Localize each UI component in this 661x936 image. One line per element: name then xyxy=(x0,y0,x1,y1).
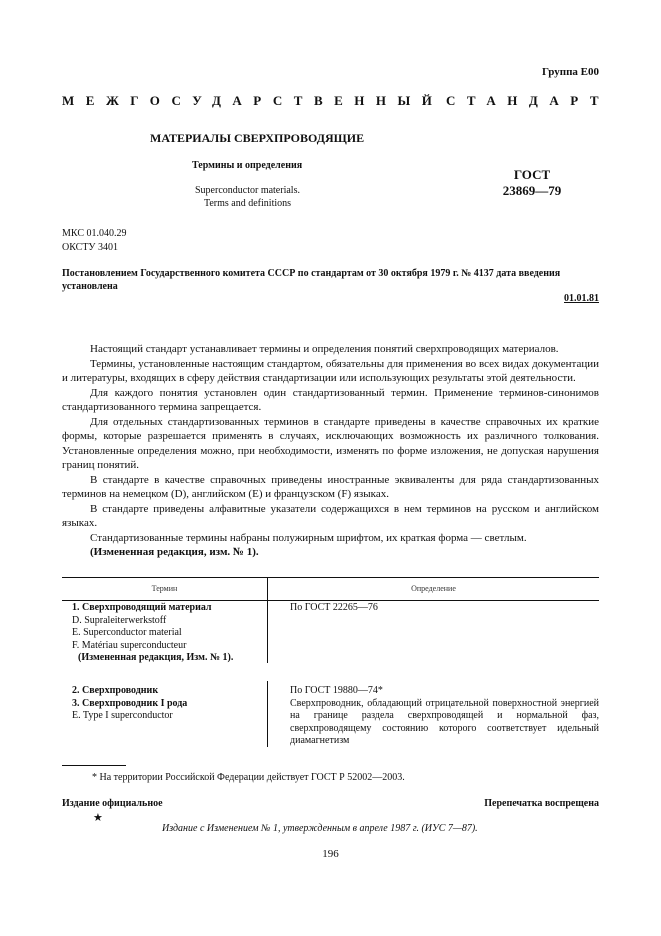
term-3-en: E. Type I superconductor xyxy=(72,710,173,721)
decree-text: Постановлением Государственного комитета СССР по стандартам от 30 октября 1979 г. № 4137 дата введения установлена xyxy=(62,268,561,292)
document-title: МАТЕРИАЛЫ СВЕРХПРОВОДЯЩИЕ xyxy=(150,131,365,145)
paragraph-5: В стандарте в качестве справочных приведены иностранные эквиваленты для ряда стандартизованных терминов на немецком (D), английском (Е) и французском (F) языках. xyxy=(62,473,599,500)
english-title-line1: Superconductor materials. xyxy=(195,185,300,196)
amendment-note: (Измененная редакция, изм. № 1). xyxy=(90,546,259,558)
paragraph-4: Для отдельных стандартизованных терминов в стандарте приведены в качестве справочных их краткие формы, которые разрешается применять в случаях, исключающих возможность их различного толкования. Установленные определения можно, при необходимости, изменять по форме изложения, не допуская нарушения границ понятий. xyxy=(62,415,599,471)
footnote: * На территории Российской Федерации действует ГОСТ Р 52002—2003. xyxy=(92,772,405,783)
header-divider xyxy=(267,577,268,599)
gost-number xyxy=(492,167,572,199)
english-title-line2: Terms and definitions xyxy=(203,198,292,209)
paragraph-7: Стандартизованные термины набраны полужирным шрифтом, их краткая форма — светлым. xyxy=(90,531,527,544)
paragraph-2: Термины, установленные настоящим стандартом, обязательны для применения во всех видах документации и литературы, входящих в сферу действия стандартизации или использующих результаты этой деятельности. xyxy=(62,357,599,384)
column-term: Термин xyxy=(151,584,178,593)
official-edition: Издание официальное xyxy=(62,798,163,809)
banner-left: МЕЖГОСУДАРСТВЕННЫЙ xyxy=(62,93,444,108)
term-1-amendment: (Измененная редакция, Изм. № 1). xyxy=(78,652,234,663)
english-title xyxy=(195,184,300,210)
paragraph-6: В стандарте приведены алфавитные указатели содержащихся в нем терминов на русском и английском языках. xyxy=(62,502,599,529)
definition-3: Сверхпроводник, обладающий отрицательной поверхностной энергией на границе раздела сверхпроводящей и нормальной фаз, сверхпроводящему состоянию которого соответствует идельный диамагнетизм xyxy=(290,697,599,746)
page-number: 196 xyxy=(322,848,339,860)
gost-code: 23869—79 xyxy=(502,183,562,198)
reprint-prohibited: Перепечатка воспрещена xyxy=(484,798,599,809)
term-3: 3. Сверхпроводник I рода xyxy=(72,697,188,709)
table-row-1-definition: По ГОСТ 22265—76 xyxy=(290,602,378,613)
document-subtitle: Термины и определения xyxy=(192,160,303,171)
row1-divider xyxy=(267,599,268,663)
table-row-2-terms xyxy=(72,685,187,723)
term-1-en: E. Superconductor material xyxy=(72,627,182,638)
column-definition: Определение xyxy=(411,584,456,593)
star-icon: ★ xyxy=(93,812,103,824)
group-code: Группа Е00 xyxy=(541,66,599,78)
introduction-date: 01.01.81 xyxy=(564,293,599,304)
standard-banner xyxy=(62,93,610,109)
gost-label: ГОСТ xyxy=(513,167,551,182)
paragraph-3: Для каждого понятия установлен один стандартизованный термин. Применение терминов-синонимов стандартизованного термина запрещается. xyxy=(62,386,599,413)
table-row-1-terms xyxy=(72,602,233,665)
row2-divider xyxy=(267,681,268,747)
classification-codes xyxy=(62,227,126,255)
term-1-fr: F. Matériau superconducteur xyxy=(72,639,187,651)
term-2: 2. Сверхпроводник xyxy=(72,685,159,696)
term-1-de: D. Supraleiterwerkstoff xyxy=(72,614,167,626)
body-text xyxy=(62,342,599,560)
banner-right: СТАНДАРТ xyxy=(445,93,610,108)
paragraph-1: Настоящий стандарт устанавливает термины и определения понятий сверхпроводящих материалов. xyxy=(90,343,559,355)
table-header xyxy=(62,577,599,601)
table-row-2-definition xyxy=(290,685,599,748)
definition-2: По ГОСТ 19880—74* xyxy=(290,685,383,696)
footnote-separator xyxy=(62,765,126,766)
mks-code: МКС 01.040.29 xyxy=(62,228,127,239)
term-1: 1. Сверхпроводящий материал xyxy=(72,602,212,613)
edition-note: Издание с Изменением № 1, утвержденным в апреле 1987 г. (ИУС 7—87). xyxy=(162,823,478,834)
okstu-code: ОКСТУ 3401 xyxy=(62,242,119,253)
